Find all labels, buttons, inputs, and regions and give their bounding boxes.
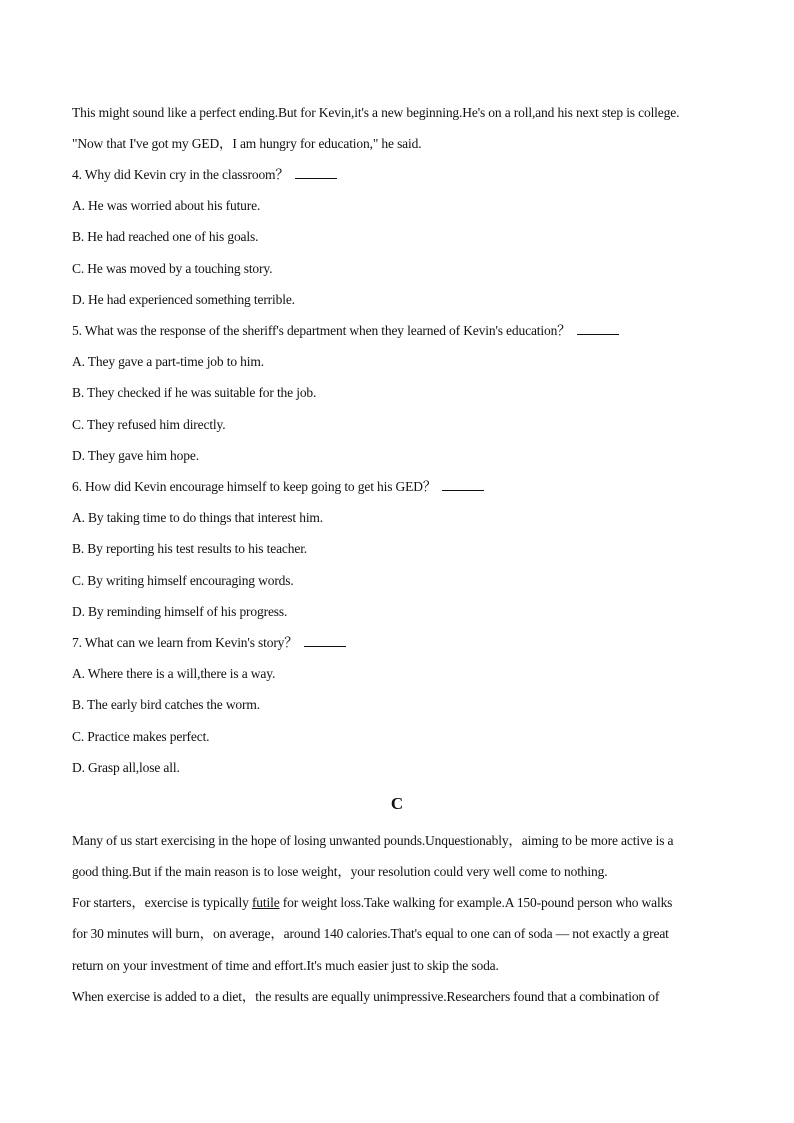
section-heading: C: [390, 794, 404, 813]
question-4-option-a: A. He was worried about his future.: [72, 198, 261, 213]
question-text: 5. What was the response of the sheriff's department when they learned of Kevin's education？: [72, 323, 571, 338]
question-text: 6. How did Kevin encourage himself to keep going to get his GED？: [72, 479, 437, 494]
answer-blank: [442, 478, 484, 491]
question-5-option-b: B. They checked if he was suitable for the job.: [72, 385, 317, 400]
passage-line: Many of us start exercising in the hope of losing unwanted pounds.Unquestionably，aiming to be more active is a: [72, 833, 674, 848]
question-7-option-a: A. Where there is a will,there is a way.: [72, 666, 276, 681]
passage-line: [72, 894, 734, 912]
underlined-word: futile: [251, 895, 280, 910]
passage-line: This might sound like a perfect ending.But for Kevin,it's a new beginning.He's on a roll,and his next step is college.: [72, 105, 680, 120]
passage-line: good thing.But if the main reason is to lose weight，your resolution could very well come to nothing.: [72, 864, 608, 879]
passage-line: for 30 minutes will burn，on average，around 140 calories.That's equal to one can of soda — not exactly a great: [72, 926, 669, 941]
question-4-option-b: B. He had reached one of his goals.: [72, 229, 259, 244]
passage-text: For starters，exercise is typically: [72, 895, 252, 910]
question-5-option-d: D. They gave him hope.: [72, 448, 199, 463]
question-6-option-d: D. By reminding himself of his progress.: [72, 604, 288, 619]
question-6-option-b: B. By reporting his test results to his teacher.: [72, 541, 308, 556]
question-7-option-c: C. Practice makes perfect.: [72, 729, 210, 744]
question-6-option-c: C. By writing himself encouraging words.: [72, 573, 294, 588]
question-6-stem: [72, 478, 734, 496]
question-6-option-a: A. By taking time to do things that interest him.: [72, 510, 324, 525]
passage-line: When exercise is added to a diet，the results are equally unimpressive.Researchers found that a combination of: [72, 989, 660, 1004]
passage-text: for weight loss.Take walking for example.A 150-pound person who walks: [279, 895, 673, 910]
answer-blank: [295, 166, 337, 179]
question-7-stem: [72, 634, 734, 652]
question-5-option-a: A. They gave a part-time job to him.: [72, 354, 264, 369]
passage-line: "Now that I've got my GED，I am hungry for education," he said.: [72, 136, 422, 151]
answer-blank: [304, 634, 346, 647]
question-4-option-d: D. He had experienced something terrible.: [72, 292, 295, 307]
question-7-option-d: D. Grasp all,lose all.: [72, 760, 180, 775]
passage-line: return on your investment of time and effort.It's much easier just to skip the soda.: [72, 958, 499, 973]
answer-blank: [577, 322, 619, 335]
question-7-option-b: B. The early bird catches the worm.: [72, 697, 260, 712]
question-5-stem: [72, 322, 734, 340]
question-5-option-c: C. They refused him directly.: [72, 417, 226, 432]
question-4-option-c: C. He was moved by a touching story.: [72, 261, 273, 276]
question-text: 4. Why did Kevin cry in the classroom？: [72, 167, 289, 182]
question-4-stem: [72, 166, 734, 184]
question-text: 7. What can we learn from Kevin's story？: [72, 635, 298, 650]
